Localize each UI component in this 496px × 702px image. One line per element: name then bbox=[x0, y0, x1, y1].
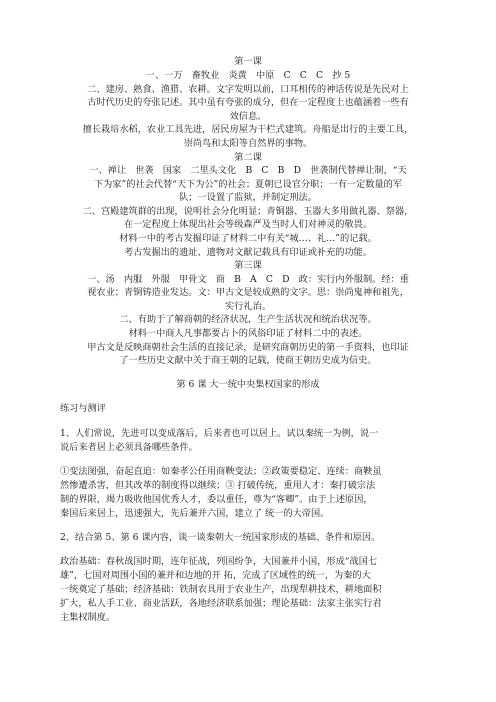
answer-1-line: 秦国后来居上，迅速强大，先后兼并六国，建立了 统一的大帝国。 bbox=[60, 508, 330, 519]
answer-2-line: 雄”，七国对周围小国的兼并和边地的开 拓，完成了区域性的统一，为秦的大 bbox=[60, 570, 371, 581]
question-2-line: 2、结合第 5、第 6 课内容，谈一谈秦朝大一统国家形成的基础、条件和原因。 bbox=[60, 532, 381, 543]
lesson1-heading: 第一课 bbox=[234, 56, 262, 67]
answer-2-line: 主集权制度。 bbox=[60, 612, 116, 623]
lesson2-line: 材料一中的考古发掘印证了材料二中有关“城…、礼…”的记载。 bbox=[119, 233, 377, 244]
lesson2-line: 二、宫殿建筑群的出现，说明社会分化明显；青铜器、玉器大多用做礼器、祭器， bbox=[82, 206, 414, 217]
lesson1-line: 崇尚鸟和太阳等自然界的事物。 bbox=[183, 138, 313, 149]
lesson2-line: 一、禅让 世袭 国家 二里头文化 B C B D 世袭制代替禅让制，“天 bbox=[89, 165, 407, 176]
lesson2-line: 考古发掘出的遗址、遗物对文献记载具有印证或补充的功能。 bbox=[123, 247, 373, 258]
exercise-subtitle: 练习与测评 bbox=[60, 403, 106, 414]
lesson3-line: 视农业；青铜铸造业发达。文：甲古文是较成熟的文字。思：崇尚鬼神和祖先， bbox=[87, 287, 409, 298]
lesson1-line: 古时代历史的夸张记述。其中虽有夸张的成分，但在一定程度上也蕴涵着一些有 bbox=[87, 97, 409, 108]
lesson3-line: 材料一中商人凡事都要占卜的风俗印证了材料二中的表述。 bbox=[128, 328, 368, 339]
lesson3-line: 甲古文是反映商朝社会生活的直接记录，是研究商朝历史的第一手资料，也印证 bbox=[87, 342, 409, 353]
lesson1-line: 一、一万 畜牧业 炎黄 中原 C C C 抄 5 bbox=[145, 70, 351, 81]
lesson6-title: 第 6 课 大一统中央集权国家的形成 bbox=[176, 379, 320, 390]
lesson2-heading: 第二课 bbox=[234, 152, 262, 163]
question-1-line: 说后来者居上必须具备哪些条件。 bbox=[60, 442, 198, 453]
question-1-line: 1、人们常说，先进可以变成落后，后来者也可以居上。试以秦统一为例，说一 bbox=[60, 428, 379, 439]
lesson2-line: 队；一设置了监狱，并制定刑法。 bbox=[179, 192, 317, 203]
lesson1-line: 效信息。 bbox=[229, 111, 267, 122]
answer-2-line: 政治基础：春秋战国时期，连年征战，列国纷争，大国兼并小国，形成“战国七 bbox=[60, 556, 378, 567]
lesson2-line: 下为家”的社会代替“天下为公”的社会；夏朝已设官分职；一有一定数量的军 bbox=[93, 179, 403, 190]
lesson1-line: 擅长栽培水稻，农业工具先进，居民房屋为干栏式建筑。舟船是出行的主要工具， bbox=[82, 124, 414, 135]
lesson1-line: 二、建房、熟食、渔猎、农耕。文字发明以前，口耳相传的神话传说是先民对上 bbox=[87, 84, 409, 95]
answer-1-line: ①变法图强，奋起直追：如秦孝公任用商鞅变法；②政策要稳定、连续：商鞅虽 bbox=[60, 466, 382, 477]
lesson3-line: 实行礼治。 bbox=[225, 301, 271, 312]
answer-1-line: 制的界限，竭力吸收他国优秀人才，委以重任，尊为“客卿”。由于上述原因， bbox=[60, 494, 373, 505]
lesson3-heading: 第三课 bbox=[234, 260, 262, 271]
lesson3-line: 一、汤 内服 外服 甲骨文 商 B A C D 政：实行内外服制。经：重 bbox=[87, 274, 409, 285]
lesson3-line: 二、有助于了解商朝的经济状况，生产生活状况和统治状况等。 bbox=[119, 314, 377, 325]
answer-2-line: 扩大，私人手工业、商业活跃，各地经济联系加强；理论基础：法家主张实行君 bbox=[60, 598, 382, 609]
answer-2-line: 一统奠定了基础；经济基础：铁制农具用于农业生产，出现犁耕技术，耕地面积 bbox=[60, 584, 382, 595]
answer-1-line: 然惨遭杀害，但其改革的制度得以继续；③ 打破传统，重用人才：秦打破宗法 bbox=[60, 480, 376, 491]
lesson2-line: 在一定程度上体现出社会等级森严及当时人们对神灵的敬畏。 bbox=[123, 219, 373, 230]
lesson3-line: 了一些历史文献中关于商王朝的记载，使商王朝历史成为信史。 bbox=[119, 355, 377, 366]
